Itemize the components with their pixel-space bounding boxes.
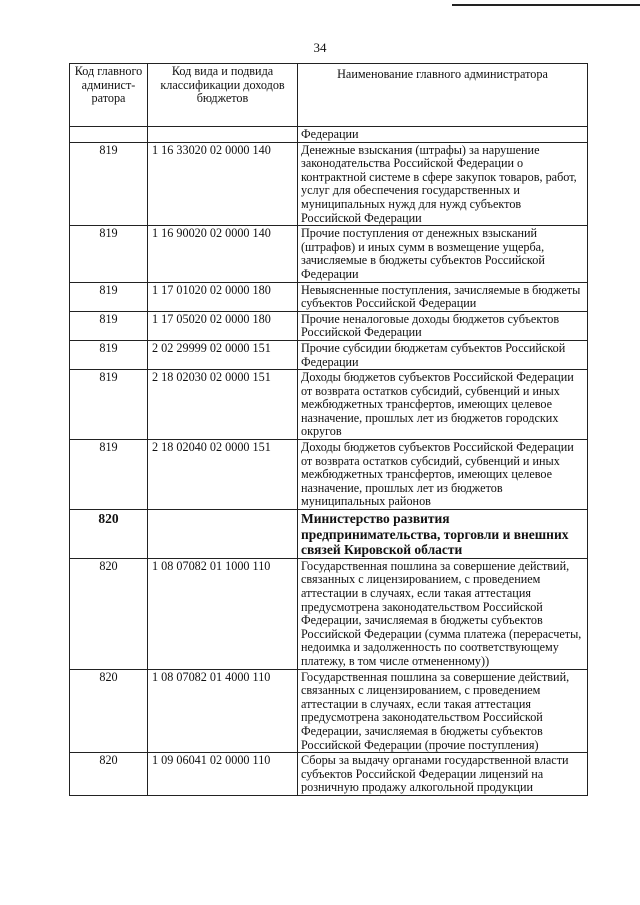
table-row — [70, 370, 588, 440]
table-row — [70, 142, 588, 226]
table-row — [70, 558, 588, 669]
classification-code-cell: 1 16 90020 02 0000 140 — [148, 226, 298, 282]
admin-code-cell: 820 — [70, 669, 148, 753]
description-cell: Невыясненные поступления, зачисляемые в бюджеты субъектов Российской Федерации — [298, 282, 588, 311]
classification-code-cell — [148, 127, 298, 143]
admin-code-cell: 819 — [70, 440, 148, 510]
classification-code-cell: 2 18 02030 02 0000 151 — [148, 370, 298, 440]
admin-code-cell: 819 — [70, 226, 148, 282]
table-row — [70, 226, 588, 282]
description-cell: Федерации — [298, 127, 588, 143]
description-cell: Прочие субсидии бюджетам субъектов Российской Федерации — [298, 340, 588, 369]
admin-code-cell: 820 — [70, 753, 148, 796]
admin-code-cell: 819 — [70, 142, 148, 226]
description-cell: Доходы бюджетов субъектов Российской Федерации от возврата остатков субсидий, субвенций и иных межбюджетных трансфертов, имеющих целевое назначение, прошлых лет из бюджетов городских округов — [298, 370, 588, 440]
table-row — [70, 311, 588, 340]
classification-code-cell: 1 17 05020 02 0000 180 — [148, 311, 298, 340]
table-row — [70, 282, 588, 311]
classification-code-cell — [148, 510, 298, 559]
header-name: Наименование главного администратора — [298, 64, 588, 127]
admin-code-cell: 820 — [70, 510, 148, 559]
header-code: Код главного админист-ратора — [70, 64, 148, 127]
description-cell: Министерство развития предпринимательства, торговли и внешних связей Кировской области — [298, 510, 588, 559]
classification-code-cell: 1 16 33020 02 0000 140 — [148, 142, 298, 226]
header-classification: Код вида и подвида классификации доходов бюджетов — [148, 64, 298, 127]
table-row — [70, 669, 588, 753]
admin-code-cell: 819 — [70, 340, 148, 369]
admin-code-cell: 819 — [70, 370, 148, 440]
admin-code-cell — [70, 127, 148, 143]
description-cell: Прочие поступления от денежных взысканий (штрафов) и иных сумм в возмещение ущерба, зачисляемые в бюджеты субъектов Российской Федерации — [298, 226, 588, 282]
classification-code-cell: 1 08 07082 01 1000 110 — [148, 558, 298, 669]
admin-code-cell: 819 — [70, 282, 148, 311]
table-row — [70, 753, 588, 796]
description-cell: Доходы бюджетов субъектов Российской Федерации от возврата остатков субсидий, субвенций и иных межбюджетных трансфертов, имеющих целевое назначение, прошлых лет из бюджетов муниципальных районов — [298, 440, 588, 510]
description-cell: Государственная пошлина за совершение действий, связанных с лицензированием, с проведением аттестации в случаях, если такая аттестация предусмотрена законодательством Российской Федерации, зачисляемая в бюджеты субъектов Российской Федерации (сумма платежа (перерасчеты, недоимка и задолженность по соответствующему платежу, в том числе отмененному)) — [298, 558, 588, 669]
table-row — [70, 510, 588, 559]
classification-code-cell: 1 17 01020 02 0000 180 — [148, 282, 298, 311]
classification-code-cell: 2 18 02040 02 0000 151 — [148, 440, 298, 510]
admin-code-cell: 819 — [70, 311, 148, 340]
description-cell: Прочие неналоговые доходы бюджетов субъектов Российской Федерации — [298, 311, 588, 340]
revenue-administrators-table — [69, 63, 588, 796]
table-row — [70, 340, 588, 369]
description-cell: Сборы за выдачу органами государственной власти субъектов Российской Федерации лицензий на розничную продажу алкогольной продукции — [298, 753, 588, 796]
table-row — [70, 440, 588, 510]
description-cell: Государственная пошлина за совершение действий, связанных с лицензированием, с проведением аттестации в случаях, если такая аттестация предусмотрена законодательством Российской Федерации, зачисляемая в бюджеты субъектов Российской Федерации (прочие поступления) — [298, 669, 588, 753]
table-row — [70, 127, 588, 143]
table-body — [70, 127, 588, 796]
table-header-row — [70, 64, 588, 127]
classification-code-cell: 1 08 07082 01 4000 110 — [148, 669, 298, 753]
top-rule — [452, 4, 640, 6]
classification-code-cell: 2 02 29999 02 0000 151 — [148, 340, 298, 369]
classification-code-cell: 1 09 06041 02 0000 110 — [148, 753, 298, 796]
description-cell: Денежные взыскания (штрафы) за нарушение законодательства Российской Федерации о контрактной системе в сфере закупок товаров, работ, услуг для обеспечения государственных и муниципальных нужд для нужд субъектов Российской Федерации — [298, 142, 588, 226]
page-number: 34 — [313, 40, 327, 55]
admin-code-cell: 820 — [70, 558, 148, 669]
